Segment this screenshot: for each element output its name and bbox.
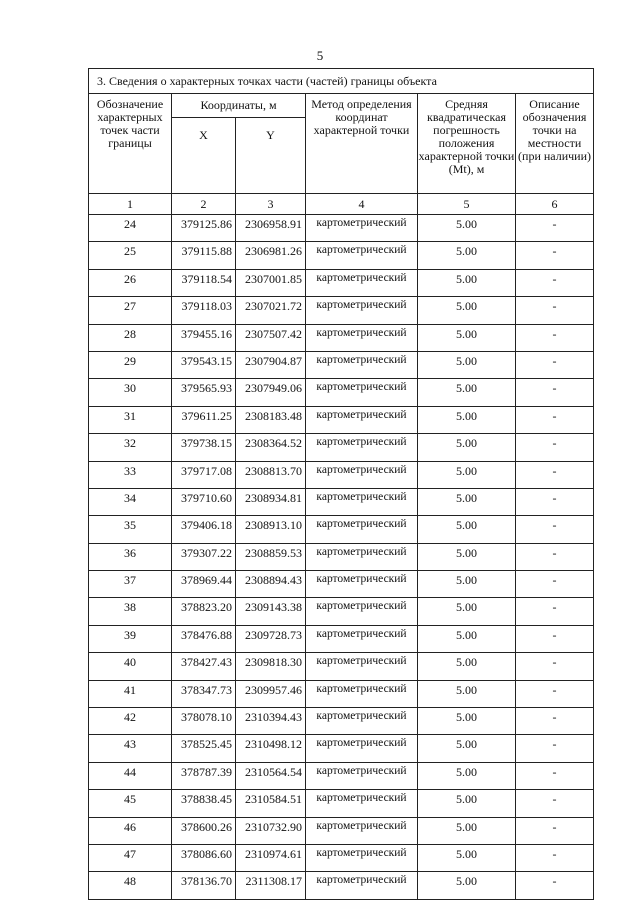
description-cell: - [516, 735, 594, 762]
accuracy-cell: 5.00 [418, 735, 516, 762]
point-number: 29 [89, 351, 172, 378]
coord-x: 378136.70 [172, 872, 236, 899]
table-row [89, 215, 594, 242]
coord-x: 378347.73 [172, 680, 236, 707]
header-point-designation: Обозначение характерных точек части границы [89, 94, 172, 194]
coord-y: 2306958.91 [236, 215, 306, 242]
header-y: Y [236, 118, 306, 194]
coord-x: 379118.03 [172, 297, 236, 324]
method-cell: картометрический [306, 324, 418, 351]
point-number: 38 [89, 598, 172, 625]
accuracy-cell: 5.00 [418, 406, 516, 433]
coord-y: 2310584.51 [236, 790, 306, 817]
point-number: 31 [89, 406, 172, 433]
coord-y: 2308813.70 [236, 461, 306, 488]
point-number: 45 [89, 790, 172, 817]
coord-x: 379118.54 [172, 269, 236, 296]
description-cell: - [516, 598, 594, 625]
method-cell: картометрический [306, 242, 418, 269]
coord-x: 379710.60 [172, 488, 236, 515]
accuracy-cell: 5.00 [418, 872, 516, 899]
table-row [89, 653, 594, 680]
coord-x: 379543.15 [172, 351, 236, 378]
description-cell: - [516, 434, 594, 461]
coord-x: 378838.45 [172, 790, 236, 817]
coord-y: 2309728.73 [236, 625, 306, 652]
description-cell: - [516, 844, 594, 871]
coord-y: 2307904.87 [236, 351, 306, 378]
method-cell: картометрический [306, 817, 418, 844]
method-cell: картометрический [306, 215, 418, 242]
coord-x: 378476.88 [172, 625, 236, 652]
table-row [89, 817, 594, 844]
method-cell: картометрический [306, 543, 418, 570]
coord-x: 378427.43 [172, 653, 236, 680]
table-row [89, 680, 594, 707]
coord-y: 2307001.85 [236, 269, 306, 296]
coord-x: 378787.39 [172, 762, 236, 789]
description-cell: - [516, 708, 594, 735]
accuracy-cell: 5.00 [418, 242, 516, 269]
table-body [89, 215, 594, 900]
table-row [89, 790, 594, 817]
accuracy-cell: 5.00 [418, 817, 516, 844]
description-cell: - [516, 653, 594, 680]
table-row [89, 872, 594, 899]
coord-y: 2310974.61 [236, 844, 306, 871]
table-row [89, 625, 594, 652]
description-cell: - [516, 379, 594, 406]
column-number: 6 [516, 194, 594, 215]
table-row [89, 324, 594, 351]
accuracy-cell: 5.00 [418, 653, 516, 680]
coord-x: 379717.08 [172, 461, 236, 488]
accuracy-cell: 5.00 [418, 543, 516, 570]
point-number: 36 [89, 543, 172, 570]
coord-y: 2309957.46 [236, 680, 306, 707]
coord-y: 2310732.90 [236, 817, 306, 844]
table-row [89, 269, 594, 296]
coord-y: 2308183.48 [236, 406, 306, 433]
description-cell: - [516, 488, 594, 515]
point-number: 41 [89, 680, 172, 707]
method-cell: картометрический [306, 735, 418, 762]
point-number: 24 [89, 215, 172, 242]
point-number: 40 [89, 653, 172, 680]
method-cell: картометрический [306, 516, 418, 543]
table-row [89, 488, 594, 515]
description-cell: - [516, 872, 594, 899]
method-cell: картометрический [306, 653, 418, 680]
accuracy-cell: 5.00 [418, 598, 516, 625]
method-cell: картометрический [306, 488, 418, 515]
accuracy-cell: 5.00 [418, 351, 516, 378]
description-cell: - [516, 351, 594, 378]
accuracy-cell: 5.00 [418, 461, 516, 488]
coord-x: 378969.44 [172, 571, 236, 598]
coord-y: 2308859.53 [236, 543, 306, 570]
accuracy-cell: 5.00 [418, 844, 516, 871]
table-row [89, 434, 594, 461]
table-row [89, 735, 594, 762]
method-cell: картометрический [306, 434, 418, 461]
method-cell: картометрический [306, 844, 418, 871]
accuracy-cell: 5.00 [418, 708, 516, 735]
description-cell: - [516, 543, 594, 570]
point-number: 43 [89, 735, 172, 762]
description-cell: - [516, 516, 594, 543]
point-number: 39 [89, 625, 172, 652]
coord-y: 2309143.38 [236, 598, 306, 625]
description-cell: - [516, 215, 594, 242]
table-row [89, 571, 594, 598]
column-number: 4 [306, 194, 418, 215]
point-number: 46 [89, 817, 172, 844]
method-cell: картометрический [306, 406, 418, 433]
coord-x: 379455.16 [172, 324, 236, 351]
coord-x: 379115.88 [172, 242, 236, 269]
coord-y: 2307021.72 [236, 297, 306, 324]
table-row [89, 708, 594, 735]
method-cell: картометрический [306, 269, 418, 296]
coord-x: 378823.20 [172, 598, 236, 625]
description-cell: - [516, 461, 594, 488]
coord-y: 2307507.42 [236, 324, 306, 351]
point-number: 48 [89, 872, 172, 899]
table-row [89, 598, 594, 625]
description-cell: - [516, 571, 594, 598]
table-row [89, 297, 594, 324]
section-title: 3. Сведения о характерных точках части (частей) границы объекта [89, 69, 594, 94]
accuracy-cell: 5.00 [418, 625, 516, 652]
point-number: 44 [89, 762, 172, 789]
method-cell: картометрический [306, 762, 418, 789]
coord-y: 2310564.54 [236, 762, 306, 789]
method-cell: картометрический [306, 598, 418, 625]
coord-x: 379565.93 [172, 379, 236, 406]
point-number: 34 [89, 488, 172, 515]
accuracy-cell: 5.00 [418, 324, 516, 351]
method-cell: картометрический [306, 351, 418, 378]
point-number: 25 [89, 242, 172, 269]
column-number: 1 [89, 194, 172, 215]
coord-y: 2308934.81 [236, 488, 306, 515]
method-cell: картометрический [306, 379, 418, 406]
table-row [89, 379, 594, 406]
description-cell: - [516, 324, 594, 351]
accuracy-cell: 5.00 [418, 215, 516, 242]
method-cell: картометрический [306, 461, 418, 488]
coord-x: 378600.26 [172, 817, 236, 844]
point-number: 47 [89, 844, 172, 871]
description-cell: - [516, 406, 594, 433]
header-x: X [172, 118, 236, 194]
point-number: 26 [89, 269, 172, 296]
coord-x: 378078.10 [172, 708, 236, 735]
coord-y: 2306981.26 [236, 242, 306, 269]
point-number: 42 [89, 708, 172, 735]
point-number: 37 [89, 571, 172, 598]
column-number: 3 [236, 194, 306, 215]
description-cell: - [516, 269, 594, 296]
column-number-row [89, 194, 594, 215]
method-cell: картометрический [306, 708, 418, 735]
coord-y: 2310498.12 [236, 735, 306, 762]
accuracy-cell: 5.00 [418, 516, 516, 543]
description-cell: - [516, 680, 594, 707]
description-cell: - [516, 625, 594, 652]
method-cell: картометрический [306, 297, 418, 324]
description-cell: - [516, 817, 594, 844]
description-cell: - [516, 790, 594, 817]
coord-y: 2310394.43 [236, 708, 306, 735]
coord-y: 2311308.17 [236, 872, 306, 899]
point-number: 27 [89, 297, 172, 324]
method-cell: картометрический [306, 790, 418, 817]
header-description: Описание обозначения точки на местности (при наличии) [516, 94, 594, 194]
method-cell: картометрический [306, 680, 418, 707]
table-row [89, 516, 594, 543]
point-number: 35 [89, 516, 172, 543]
method-cell: картометрический [306, 571, 418, 598]
accuracy-cell: 5.00 [418, 488, 516, 515]
table-row [89, 406, 594, 433]
description-cell: - [516, 242, 594, 269]
coord-y: 2309818.30 [236, 653, 306, 680]
accuracy-cell: 5.00 [418, 269, 516, 296]
table-row [89, 242, 594, 269]
column-number: 5 [418, 194, 516, 215]
coord-x: 379611.25 [172, 406, 236, 433]
header-accuracy: Средняя квадратическая погрешность положения характерной точки (Mt), м [418, 94, 516, 194]
page-number: 5 [316, 48, 324, 63]
coord-y: 2308894.43 [236, 571, 306, 598]
coord-y: 2308913.10 [236, 516, 306, 543]
document-table-wrapper [88, 68, 593, 900]
header-coordinates: Координаты, м [172, 94, 306, 118]
point-number: 30 [89, 379, 172, 406]
table-row [89, 461, 594, 488]
description-cell: - [516, 762, 594, 789]
boundary-points-table [88, 68, 594, 900]
accuracy-cell: 5.00 [418, 297, 516, 324]
coord-x: 379738.15 [172, 434, 236, 461]
coord-x: 379307.22 [172, 543, 236, 570]
coord-x: 379406.18 [172, 516, 236, 543]
accuracy-cell: 5.00 [418, 434, 516, 461]
point-number: 28 [89, 324, 172, 351]
accuracy-cell: 5.00 [418, 379, 516, 406]
table-row [89, 351, 594, 378]
table-row [89, 543, 594, 570]
table-row [89, 762, 594, 789]
coord-y: 2307949.06 [236, 379, 306, 406]
point-number: 32 [89, 434, 172, 461]
point-number: 33 [89, 461, 172, 488]
coord-x: 378086.60 [172, 844, 236, 871]
accuracy-cell: 5.00 [418, 790, 516, 817]
method-cell: картометрический [306, 872, 418, 899]
coord-x: 378525.45 [172, 735, 236, 762]
header-method: Метод определения координат характерной точки [306, 94, 418, 194]
coord-y: 2308364.52 [236, 434, 306, 461]
table-row [89, 844, 594, 871]
column-number: 2 [172, 194, 236, 215]
accuracy-cell: 5.00 [418, 571, 516, 598]
method-cell: картометрический [306, 625, 418, 652]
accuracy-cell: 5.00 [418, 680, 516, 707]
coord-x: 379125.86 [172, 215, 236, 242]
description-cell: - [516, 297, 594, 324]
accuracy-cell: 5.00 [418, 762, 516, 789]
